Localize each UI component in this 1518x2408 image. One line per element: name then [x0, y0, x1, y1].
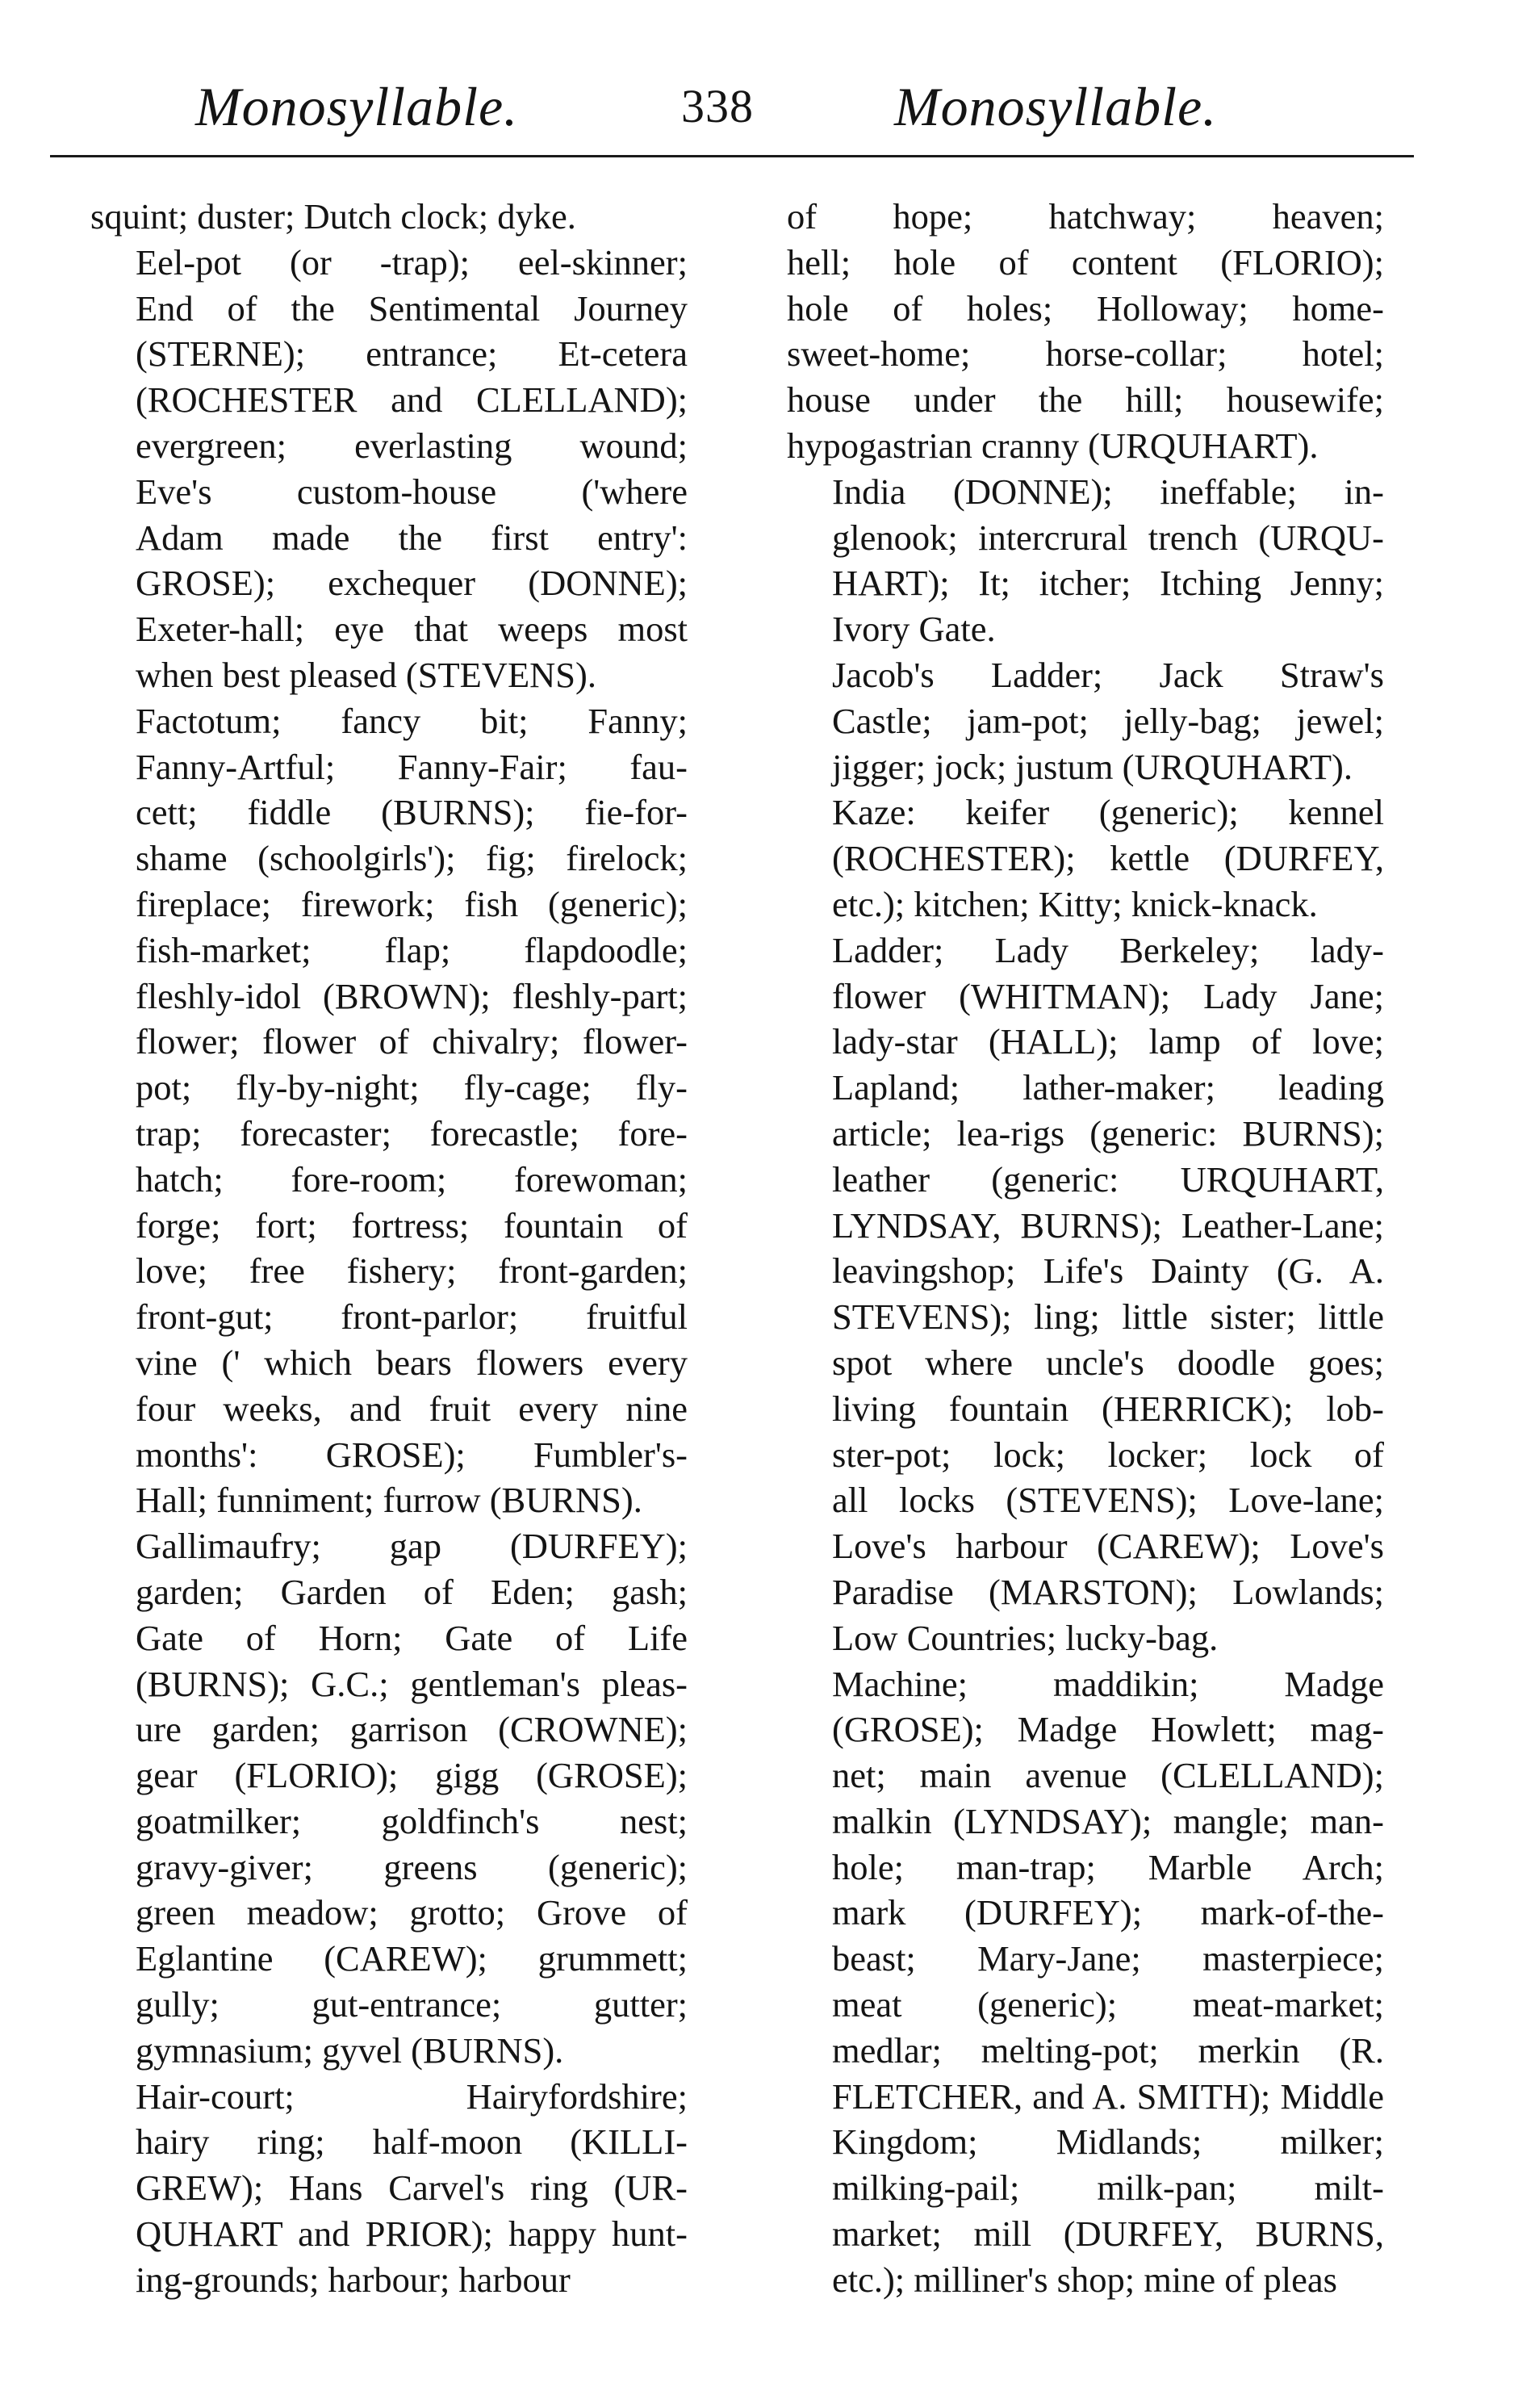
paragraph — [787, 928, 1384, 1661]
text-line: garden; Garden of Eden; gash; — [136, 1571, 688, 1612]
text-line: glenook; intercrural trench (URQU- — [832, 517, 1384, 558]
text-line: Fanny-Artful; Fanny-Fair; fau- — [136, 746, 688, 787]
text-line: Ivory Gate. — [832, 609, 996, 650]
text-line: Lapland; lather-maker; leading — [832, 1067, 1384, 1108]
paragraph — [90, 1523, 688, 2074]
text-line: End of the Sentimental Journey — [136, 287, 688, 329]
text-line: flower (WHITMAN); Lady Jane; — [832, 975, 1384, 1016]
text-line: sweet-home; horse-collar; hotel; — [787, 333, 1384, 375]
text-line: India (DONNE); ineffable; in- — [832, 471, 1384, 512]
paragraph — [787, 194, 1384, 469]
text-line: pot; fly-by-night; fly-cage; fly- — [136, 1067, 688, 1108]
text-line: vine (' which bears flowers every — [136, 1342, 688, 1383]
text-line: love; free fishery; front-garden; — [136, 1250, 688, 1292]
text-line: fish-market; flap; flapdoodle; — [136, 929, 688, 970]
text-line: forge; fort; fortress; fountain of — [136, 1204, 688, 1246]
text-line: ure garden; garrison (CROWNE); — [136, 1709, 688, 1750]
text-line: Factotum; fancy bit; Fanny; — [136, 700, 688, 741]
text-line: four weeks, and fruit every nine — [136, 1388, 688, 1429]
text-line: of hope; hatchway; heaven; — [787, 196, 1384, 237]
text-line: malkin (LYNDSAY); mangle; man- — [832, 1800, 1384, 1841]
text-line: Low Countries; lucky-bag. — [832, 1617, 1219, 1658]
paragraph — [90, 194, 688, 240]
text-line: beast; Mary-Jane; masterpiece; — [832, 1938, 1384, 1979]
text-line: article; lea-rigs (generic: BURNS); — [832, 1112, 1384, 1154]
text-line: house under the hill; housewife; — [787, 379, 1384, 421]
text-line: leavingshop; Life's Dainty (G. A. — [832, 1250, 1384, 1292]
text-line: market; mill (DURFEY, BURNS, — [832, 2213, 1384, 2255]
page-number: 338 — [681, 80, 754, 132]
text-line: GROSE); exchequer (DONNE); — [136, 563, 688, 604]
text-line: (STERNE); entrance; Et-cetera — [136, 333, 688, 375]
text-line: Gate of Horn; Gate of Life — [136, 1617, 688, 1658]
text-line: months': GROSE); Fumbler's- — [136, 1434, 688, 1475]
text-line: ing-grounds; harbour; harbour — [136, 2259, 571, 2300]
paragraph — [787, 469, 1384, 652]
text-line: fleshly-idol (BROWN); fleshly-part; — [136, 975, 688, 1016]
text-line: squint; duster; Dutch clock; dyke. — [90, 196, 576, 237]
text-line: flower; flower of chivalry; flower- — [136, 1021, 688, 1062]
running-head-left: Monosyllable. — [195, 76, 519, 137]
text-line: Paradise (MARSTON); Lowlands; — [832, 1571, 1384, 1612]
text-line: jigger; jock; justum (URQUHART). — [832, 746, 1353, 787]
text-line: meat (generic); meat-market; — [832, 1984, 1384, 2025]
right-column — [787, 194, 1384, 2303]
paragraph — [787, 789, 1384, 927]
text-line: GREW); Hans Carvel's ring (UR- — [136, 2167, 688, 2209]
paragraph — [787, 1661, 1384, 2303]
paragraph — [90, 2074, 688, 2303]
paragraph — [787, 652, 1384, 789]
running-header — [50, 74, 1414, 139]
text-line: fireplace; firework; fish (generic); — [136, 883, 688, 924]
text-line: Kingdom; Midlands; milker; — [832, 2121, 1384, 2163]
text-line: Exeter-hall; eye that weeps most — [136, 609, 688, 650]
text-line: Gallimaufry; gap (DURFEY); — [136, 1526, 688, 1567]
text-line: spot where uncle's doodle goes; — [832, 1342, 1384, 1383]
text-line: hypogastrian cranny (URQUHART). — [787, 425, 1319, 466]
text-line: Jacob's Ladder; Jack Straw's — [832, 654, 1384, 695]
text-line: (BURNS); G.C.; gentleman's pleas- — [136, 1663, 688, 1704]
text-line: gully; gut-entrance; gutter; — [136, 1984, 688, 2025]
running-head-right: Monosyllable. — [894, 76, 1218, 137]
text-line: hole; man-trap; Marble Arch; — [832, 1846, 1384, 1887]
text-line: Eve's custom-house ('where — [136, 471, 688, 512]
text-line: gravy-giver; greens (generic); — [136, 1846, 688, 1887]
text-line: etc.); milliner's shop; mine of pleas — [832, 2259, 1337, 2300]
text-line: hole of holes; Holloway; home- — [787, 287, 1384, 329]
text-line: STEVENS); ling; little sister; little — [832, 1296, 1384, 1338]
text-line: front-gut; front-parlor; fruitful — [136, 1296, 688, 1338]
text-line: Machine; maddikin; Madge — [832, 1663, 1384, 1704]
text-line: Hair-court; Hairyfordshire; — [136, 2075, 688, 2117]
text-line: hatch; fore-room; forewoman; — [136, 1158, 688, 1200]
text-line: Castle; jam-pot; jelly-bag; jewel; — [832, 700, 1384, 741]
text-line: goatmilker; goldfinch's nest; — [136, 1800, 688, 1841]
text-line: hairy ring; half-moon (KILLI- — [136, 2121, 688, 2163]
text-line: Eel-pot (or -trap); eel-skinner; — [136, 241, 688, 283]
text-line: gear (FLORIO); gigg (GROSE); — [136, 1755, 688, 1796]
text-line: (ROCHESTER); kettle (DURFEY, — [832, 838, 1384, 879]
paragraph — [90, 240, 688, 698]
text-line: (GROSE); Madge Howlett; mag- — [832, 1709, 1384, 1750]
left-column — [90, 194, 688, 2303]
text-line: milking-pail; milk-pan; milt- — [832, 2167, 1384, 2209]
text-line: Hall; funniment; furrow (BURNS). — [136, 1480, 642, 1521]
text-line: evergreen; everlasting wound; — [136, 425, 688, 466]
text-line: mark (DURFEY); mark-of-the- — [832, 1892, 1384, 1933]
text-line: (ROCHESTER and CLELLAND); — [136, 379, 688, 421]
text-line: Love's harbour (CAREW); Love's — [832, 1526, 1384, 1567]
text-line: LYNDSAY, BURNS); Leather-Lane; — [832, 1204, 1384, 1246]
text-line: etc.); kitchen; Kitty; knick-knack. — [832, 883, 1318, 924]
text-line: Eglantine (CAREW); grummett; — [136, 1938, 688, 1979]
header-rule — [50, 155, 1414, 157]
text-line: green meadow; grotto; Grove of — [136, 1892, 688, 1933]
text-line: medlar; melting-pot; merkin (R. — [832, 2029, 1384, 2071]
text-line: shame (schoolgirls'); fig; firelock; — [136, 838, 688, 879]
text-line: Ladder; Lady Berkeley; lady- — [832, 929, 1384, 970]
text-line: HART); It; itcher; Itching Jenny; — [832, 563, 1384, 604]
text-line: lady-star (HALL); lamp of love; — [832, 1021, 1384, 1062]
text-line: all locks (STEVENS); Love-lane; — [832, 1480, 1384, 1521]
text-line: Adam made the first entry': — [136, 517, 688, 558]
text-line: FLETCHER, and A. SMITH); Middle — [832, 2075, 1384, 2117]
text-line: when best pleased (STEVENS). — [136, 654, 596, 695]
text-line: leather (generic: URQUHART, — [832, 1158, 1384, 1200]
text-line: hell; hole of content (FLORIO); — [787, 241, 1384, 283]
text-line: ster-pot; lock; locker; lock of — [832, 1434, 1384, 1475]
text-line: Kaze: keifer (generic); kennel — [832, 792, 1384, 833]
text-line: net; main avenue (CLELLAND); — [832, 1755, 1384, 1796]
text-line: trap; forecaster; forecastle; fore- — [136, 1112, 688, 1154]
text-line: QUHART and PRIOR); happy hunt- — [136, 2213, 688, 2255]
text-line: cett; fiddle (BURNS); fie-for- — [136, 792, 688, 833]
text-line: living fountain (HERRICK); lob- — [832, 1388, 1384, 1429]
paragraph — [90, 698, 688, 1523]
text-line: gymnasium; gyvel (BURNS). — [136, 2029, 564, 2071]
